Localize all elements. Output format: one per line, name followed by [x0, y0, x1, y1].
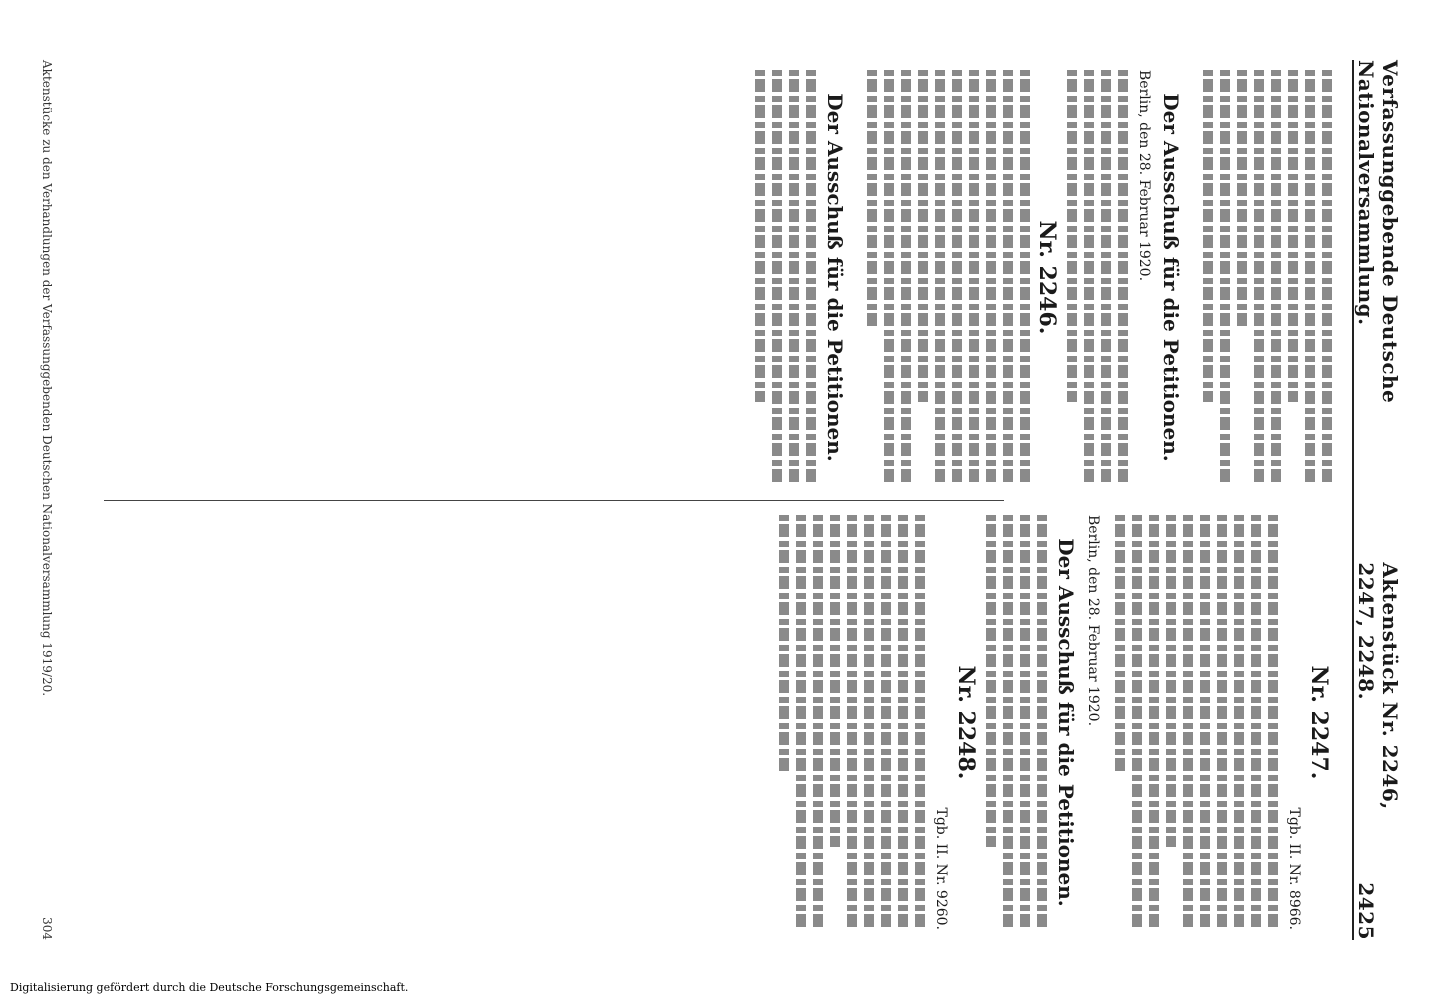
header-aktenstueck: Aktenstück Nr. 2246, 2247, 2248. [1354, 562, 1402, 810]
right-column [90, 515, 1339, 930]
column-divider [104, 500, 1004, 501]
ref-2247-row [1285, 515, 1302, 930]
date-2247: Berlin, den 28. Februar 1920. [1085, 515, 1101, 727]
footer-left: Aktenstücke zu den Verhandlungen der Verfassunggebenden Deutschen Nationalversammlung 1919/20. [40, 60, 54, 697]
page-footer [40, 60, 54, 940]
nr-2246: Nr. 2246. [1034, 220, 1060, 335]
ref-2248-row [932, 515, 949, 930]
digitization-note: Digitalisierung gefördert durch die Deutsche Forschungsgemeinschaft. [10, 981, 409, 994]
ausschuss-heading-2: Der Ausschuß für die Petitionen. [823, 93, 847, 462]
ref-2247: Tgb. II. Nr. 8966. [1286, 807, 1302, 930]
footer-right: 304 [40, 917, 54, 940]
page-number: 2425 [1354, 882, 1378, 940]
nr-2247: Nr. 2247. [1306, 665, 1332, 780]
ausschuss-heading-1: Der Ausschuß für die Petitionen. [1159, 93, 1183, 462]
page-header [1352, 60, 1402, 940]
nr-2248: Nr. 2248. [953, 665, 979, 780]
date-1: Berlin, den 28. Februar 1920. [1136, 70, 1152, 282]
ausschuss-heading-2247: Der Ausschuß für die Petitionen. [1054, 538, 1078, 907]
left-column [90, 70, 1339, 485]
header-title: Verfassunggebende Deutsche Nationalversammlung. [1354, 60, 1402, 404]
ref-2248: Tgb. II. Nr. 9260. [933, 807, 949, 930]
